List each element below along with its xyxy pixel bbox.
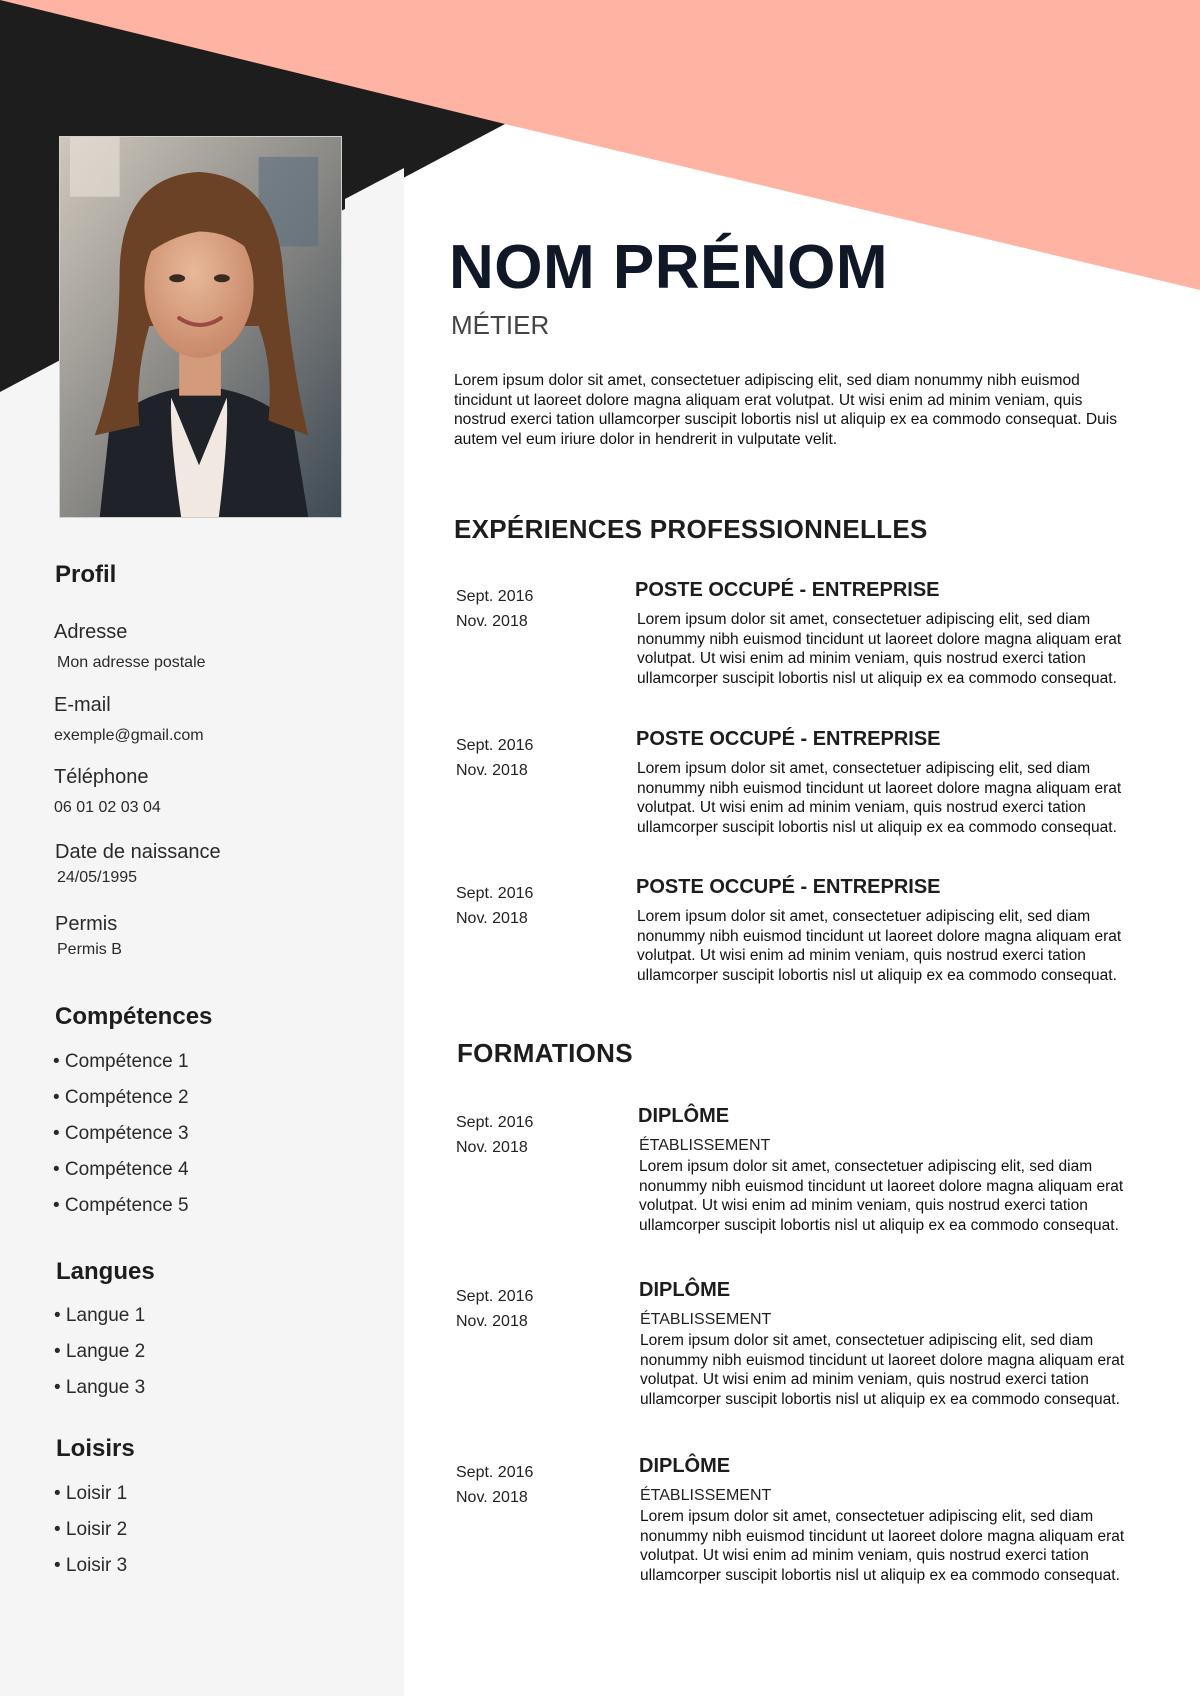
end-date: Nov. 2018 xyxy=(456,1489,528,1506)
start-date: Sept. 2016 xyxy=(456,1288,534,1305)
profile-photo xyxy=(59,136,342,518)
end-date: Nov. 2018 xyxy=(456,910,528,927)
experience-entry xyxy=(456,728,1156,883)
address-value: Mon adresse postale xyxy=(57,654,206,671)
entry-dates xyxy=(456,881,533,931)
license-label: Permis xyxy=(55,913,118,935)
position-description: Lorem ipsum dolor sit amet, consectetuer adipiscing elit, sed diam nonummy nibh euismod tincidunt ut laoreet dolore magna aliquam erat volutpat. Ut wisi enim ad minim veniam, quis nostrud exerci tation ullamcorper suscipit lobortis nisl ut aliquip ex ea commodo consequat. xyxy=(637,760,1122,836)
end-date: Nov. 2018 xyxy=(456,762,528,779)
degree-description: Lorem ipsum dolor sit amet, consectetuer adipiscing elit, sed diam nonummy nibh euismod tincidunt ut laoreet dolore magna aliquam erat volutpat. Ut wisi enim ad minim veniam, quis nostrud exerci tation ullamcorper suscipit lobortis nisl ut aliquip ex ea commodo consequat. xyxy=(639,1158,1124,1234)
school-name: ÉTABLISSEMENT xyxy=(639,1137,771,1154)
position-title: POSTE OCCUPÉ - ENTREPRISE xyxy=(635,579,940,601)
school-name: ÉTABLISSEMENT xyxy=(640,1487,772,1504)
position-title: POSTE OCCUPÉ - ENTREPRISE xyxy=(636,728,941,750)
phone-label: Téléphone xyxy=(54,766,149,788)
skill-item: • Compétence 1 xyxy=(53,1051,189,1072)
hobbies-heading: Loisirs xyxy=(56,1435,135,1462)
languages-list xyxy=(54,1305,145,1413)
phone-value: 06 01 02 03 04 xyxy=(54,799,161,816)
intro-paragraph: Lorem ipsum dolor sit amet, consectetuer adipiscing elit, sed diam nonummy nibh euismod tincidunt ut laoreet dolore magna aliquam erat volutpat. Ut wisi enim ad minim veniam, quis nostrud exerci tation ullamcorper suscipit lobortis nisl ut aliquip ex ea commodo consequat. Duis autem vel eum iriure dolor in hendrerit in vulputate velit. xyxy=(454,372,1118,448)
language-item: • Langue 1 xyxy=(54,1305,146,1326)
sidebar-top-fill xyxy=(345,168,404,400)
entry-dates xyxy=(456,1110,533,1160)
school-name: ÉTABLISSEMENT xyxy=(640,1311,772,1328)
skill-item: • Compétence 3 xyxy=(53,1123,189,1144)
degree-description: Lorem ipsum dolor sit amet, consectetuer adipiscing elit, sed diam nonummy nibh euismod tincidunt ut laoreet dolore magna aliquam erat volutpat. Ut wisi enim ad minim veniam, quis nostrud exerci tation ullamcorper suscipit lobortis nisl ut aliquip ex ea commodo consequat. xyxy=(640,1332,1125,1408)
full-name: NOM PRÉNOM xyxy=(449,233,888,302)
skill-item: • Compétence 4 xyxy=(53,1159,189,1180)
start-date: Sept. 2016 xyxy=(456,1464,534,1481)
entry-dates xyxy=(456,733,533,783)
hobby-item: • Loisir 2 xyxy=(54,1519,128,1540)
birthdate-label: Date de naissance xyxy=(55,841,221,863)
degree-title: DIPLÔME xyxy=(639,1455,731,1477)
portrait-illustration xyxy=(60,137,341,517)
experience-entry xyxy=(456,579,1156,734)
license-value: Permis B xyxy=(57,941,122,958)
experience-entry xyxy=(456,876,1156,1031)
skill-item: • Compétence 5 xyxy=(53,1195,189,1216)
email-label: E-mail xyxy=(54,694,111,716)
start-date: Sept. 2016 xyxy=(456,588,534,605)
end-date: Nov. 2018 xyxy=(456,613,528,630)
hobby-item: • Loisir 1 xyxy=(54,1483,128,1504)
start-date: Sept. 2016 xyxy=(456,737,534,754)
position-description: Lorem ipsum dolor sit amet, consectetuer adipiscing elit, sed diam nonummy nibh euismod tincidunt ut laoreet dolore magna aliquam erat volutpat. Ut wisi enim ad minim veniam, quis nostrud exerci tation ullamcorper suscipit lobortis nisl ut aliquip ex ea commodo consequat. xyxy=(637,908,1122,984)
position-description: Lorem ipsum dolor sit amet, consectetuer adipiscing elit, sed diam nonummy nibh euismod tincidunt ut laoreet dolore magna aliquam erat volutpat. Ut wisi enim ad minim veniam, quis nostrud exerci tation ullamcorper suscipit lobortis nisl ut aliquip ex ea commodo consequat. xyxy=(637,611,1122,687)
job-title: MÉTIER xyxy=(451,310,550,340)
hobby-item: • Loisir 3 xyxy=(54,1555,128,1576)
language-item: • Langue 2 xyxy=(54,1341,146,1362)
education-entry xyxy=(456,1455,1156,1610)
experience-heading: EXPÉRIENCES PROFESSIONNELLES xyxy=(454,514,928,544)
entry-dates xyxy=(456,1284,533,1334)
end-date: Nov. 2018 xyxy=(456,1139,528,1156)
entry-dates xyxy=(456,584,533,634)
skill-item: • Compétence 2 xyxy=(53,1087,189,1108)
hobbies-list xyxy=(54,1483,127,1591)
degree-title: DIPLÔME xyxy=(639,1279,731,1301)
end-date: Nov. 2018 xyxy=(456,1313,528,1330)
position-title: POSTE OCCUPÉ - ENTREPRISE xyxy=(636,876,941,898)
languages-heading: Langues xyxy=(56,1258,155,1285)
degree-title: DIPLÔME xyxy=(638,1105,730,1127)
language-item: • Langue 3 xyxy=(54,1377,146,1398)
degree-description: Lorem ipsum dolor sit amet, consectetuer adipiscing elit, sed diam nonummy nibh euismod tincidunt ut laoreet dolore magna aliquam erat volutpat. Ut wisi enim ad minim veniam, quis nostrud exerci tation ullamcorper suscipit lobortis nisl ut aliquip ex ea commodo consequat. xyxy=(640,1508,1125,1584)
email-value[interactable]: exemple@gmail.com xyxy=(54,727,204,744)
education-entry xyxy=(456,1279,1156,1434)
entry-dates xyxy=(456,1460,533,1510)
start-date: Sept. 2016 xyxy=(456,1114,534,1131)
profile-heading: Profil xyxy=(55,561,117,588)
address-label: Adresse xyxy=(54,621,128,643)
skills-heading: Compétences xyxy=(55,1003,213,1030)
education-heading: FORMATIONS xyxy=(457,1038,633,1068)
skills-list xyxy=(53,1051,189,1231)
start-date: Sept. 2016 xyxy=(456,885,534,902)
birthdate-value: 24/05/1995 xyxy=(57,869,138,886)
education-entry xyxy=(456,1105,1156,1260)
